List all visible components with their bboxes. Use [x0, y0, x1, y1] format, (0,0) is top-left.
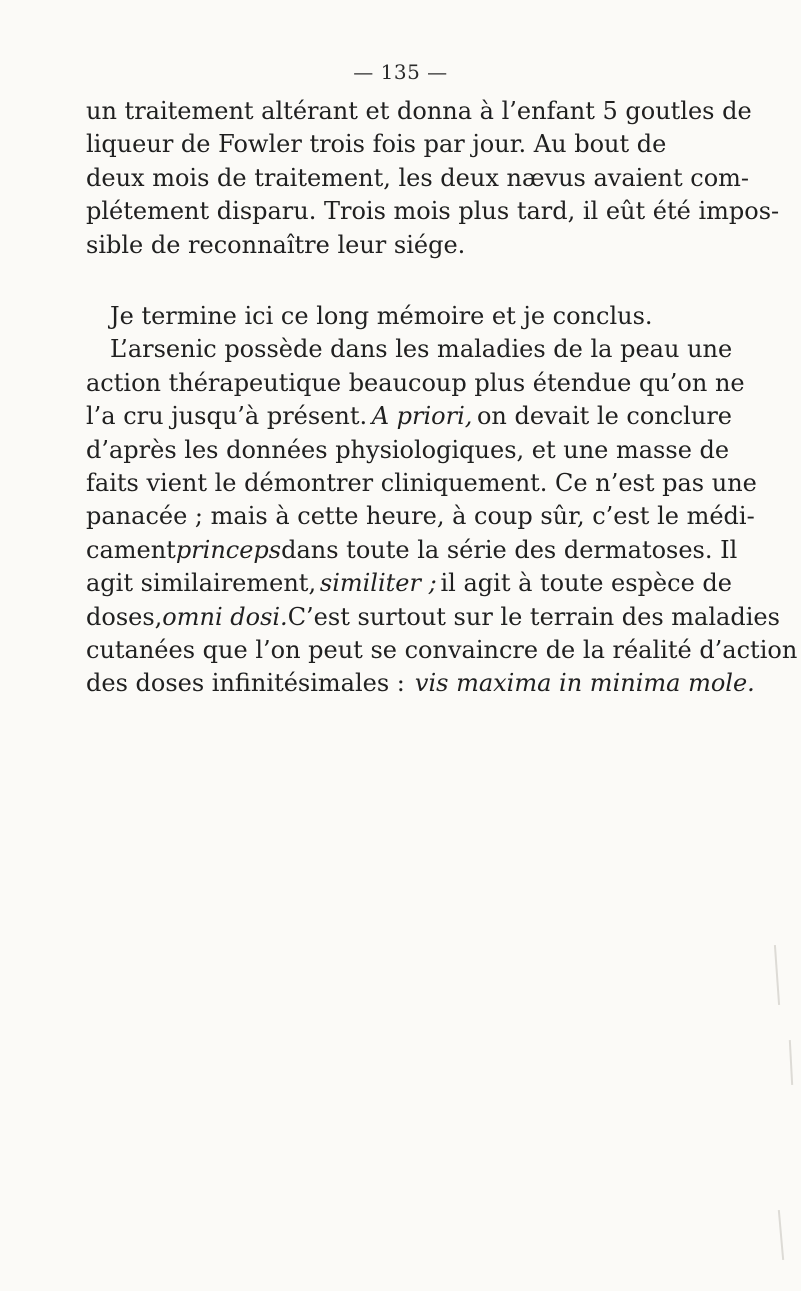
italic-term: similiter ; — [319, 569, 437, 598]
text-line — [86, 567, 732, 600]
text-line — [86, 95, 752, 128]
line-text: liqueur de Fowler trois fois par jour. Au bout de — [86, 130, 667, 159]
text-line — [86, 667, 755, 700]
paragraph-1 — [86, 95, 780, 262]
text-line — [86, 300, 732, 333]
text-line — [86, 229, 732, 262]
italic-term: vis maxima in minima mole. — [414, 669, 755, 698]
line-text: un traitement altérant et donna à l’enfant 5 goutles de — [86, 97, 752, 125]
line-text: cament — [86, 535, 176, 564]
italic-term: A priori, — [371, 402, 473, 431]
text-line — [86, 367, 745, 400]
line-text: agit similairement, — [86, 569, 317, 598]
line-text: il agit à toute espèce de — [440, 569, 732, 598]
line-text: doses, — [86, 602, 163, 631]
line-text: cutanées que l’on peut se convaincre de la réalité d’action — [86, 636, 798, 665]
line-text: d’après les données physiologiques, et une masse de — [86, 435, 730, 464]
page-number: — 135 — — [353, 60, 448, 84]
text-line — [86, 162, 750, 195]
line-text: plétement disparu. Trois mois plus tard, il eût été impos- — [86, 197, 780, 226]
scan-artifact — [778, 1210, 784, 1260]
line-text: dans toute la série des dermatoses. Il — [281, 535, 738, 564]
line-text: action thérapeutique beaucoup plus étendue qu’on ne — [86, 368, 745, 397]
line-text: on devait le conclure — [476, 402, 732, 431]
scan-artifact — [789, 1040, 793, 1085]
line-text: sible de reconnaître leur siége. — [86, 230, 466, 259]
text-line — [86, 634, 798, 667]
line-text: panacée ; mais à cette heure, à coup sûr, c’est le médi- — [86, 502, 755, 531]
line-text: deux mois de traitement, les deux nævus avaient com- — [86, 163, 750, 192]
scan-artifact — [774, 945, 780, 1005]
line-text: L’arsenic possède dans les maladies de la peau une — [110, 335, 733, 364]
text-line — [86, 434, 732, 467]
text-line — [86, 500, 755, 533]
text-line — [86, 195, 780, 228]
italic-term: princeps — [175, 535, 282, 564]
line-text: Je termine ici ce long mémoire et je conclus. — [110, 302, 653, 330]
line-text: C’est surtout sur le terrain des maladies — [287, 602, 780, 631]
text-line — [86, 467, 757, 500]
line-text: faits vient le démontrer cliniquement. Ce n’est pas une — [86, 469, 757, 498]
line-text: des doses infinitésimales : — [86, 669, 405, 698]
italic-term: omni dosi. — [162, 602, 288, 631]
text-line — [86, 400, 732, 433]
paragraph-2 — [86, 300, 798, 701]
text-line — [86, 601, 780, 634]
line-text: l’a cru jusqu’à présent. — [86, 402, 368, 431]
text-line — [86, 333, 732, 366]
text-line — [86, 128, 732, 161]
text-line — [86, 534, 738, 567]
